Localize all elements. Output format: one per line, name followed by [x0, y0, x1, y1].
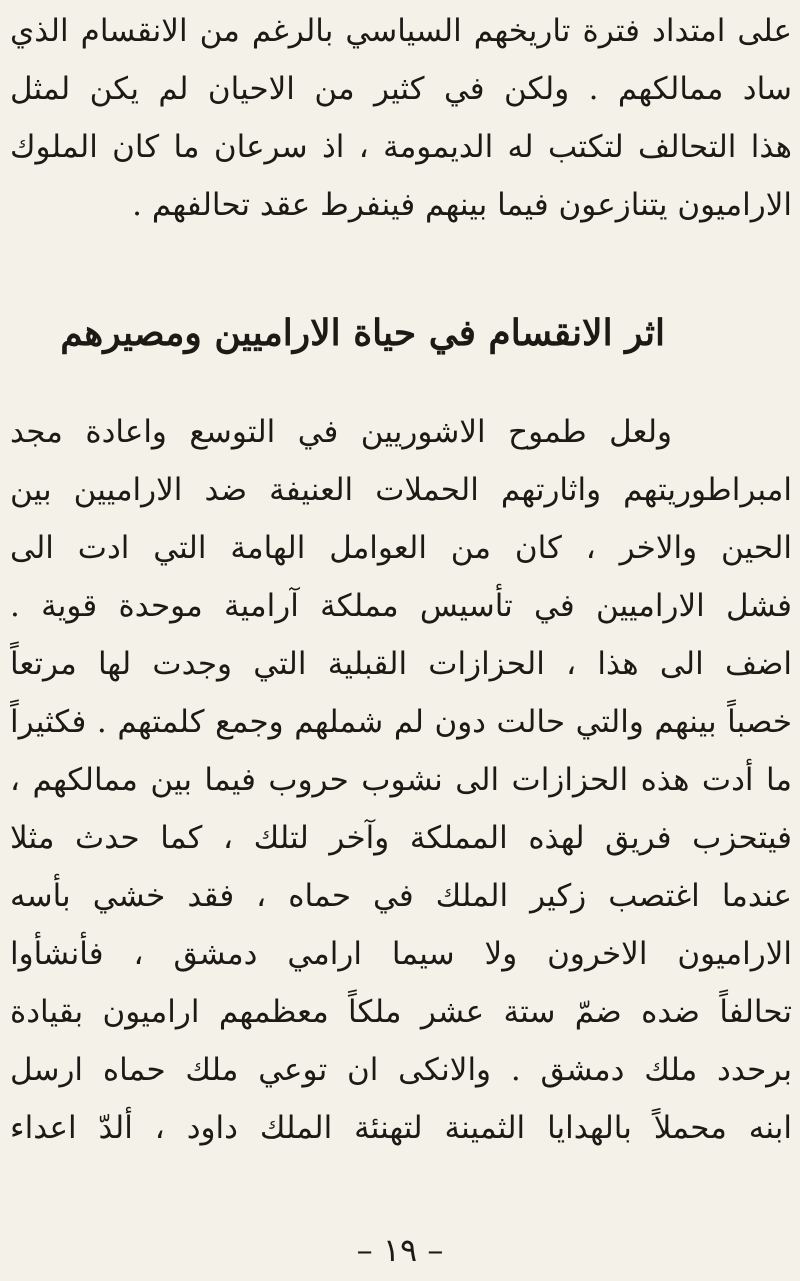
text-line: خصباً بينهم والتي حالت دون لم شملهم وجمع كلمتهم . فكثيراً: [10, 704, 792, 740]
text-line: هذا التحالف لتكتب له الديمومة ، اذ سرعان ما كان الملوك: [10, 129, 792, 165]
text-line: اضف الى هذا ، الحزازات القبلية التي وجدت لها مرتعاً: [10, 646, 792, 682]
text-line: ابنه محملاً بالهدايا الثمينة لتهنئة الملك داود ، ألدّ اعداء: [10, 1110, 792, 1146]
text-line: عندما اغتصب زكير الملك في حماه ، فقد خشي بأسه: [10, 878, 792, 914]
text-line: امبراطوريتهم واثارتهم الحملات العنيفة ضد الاراميين بين: [10, 472, 792, 508]
text-line: ما أدت هذه الحزازات الى نشوب حروب فيما بين ممالكهم ،: [10, 762, 792, 798]
text-line: برحدد ملك دمشق . والانكى ان توعي ملك حماه ارسل: [10, 1052, 792, 1088]
text-line: فيتحزب فريق لهذه المملكة وآخر لتلك ، كما حدث مثلا: [10, 820, 792, 856]
page-number: – ١٩ –: [356, 1231, 444, 1269]
text-line: فشل الاراميين في تأسيس مملكة آرامية موحدة قوية .: [10, 588, 792, 624]
text-line: الاراميون يتنازعون فيما بينهم فينفرط عقد تحالفهم .: [132, 187, 792, 223]
text-line: الحين والاخر ، كان من العوامل الهامة التي ادت الى: [10, 530, 792, 566]
text-line: تحالفاً ضده ضمّ ستة عشر ملكاً معظمهم اراميون بقيادة: [10, 994, 792, 1030]
top-paragraph: [10, 2, 792, 234]
section-heading: اثر الانقسام في حياة الاراميين ومصيرهم: [60, 312, 665, 354]
text-line: ساد ممالكهم . ولكن في كثير من الاحيان لم يكن لمثل: [10, 71, 792, 107]
text-line: الاراميون الاخرون ولا سيما ارامي دمشق ، فأنشأوا: [10, 936, 792, 972]
text-line: على امتداد فترة تاريخهم السياسي بالرغم من الانقسام الذي: [10, 13, 792, 49]
body-paragraph: [10, 403, 792, 1157]
text-line: ولعل طموح الاشوريين في التوسع واعادة مجد: [10, 414, 672, 450]
